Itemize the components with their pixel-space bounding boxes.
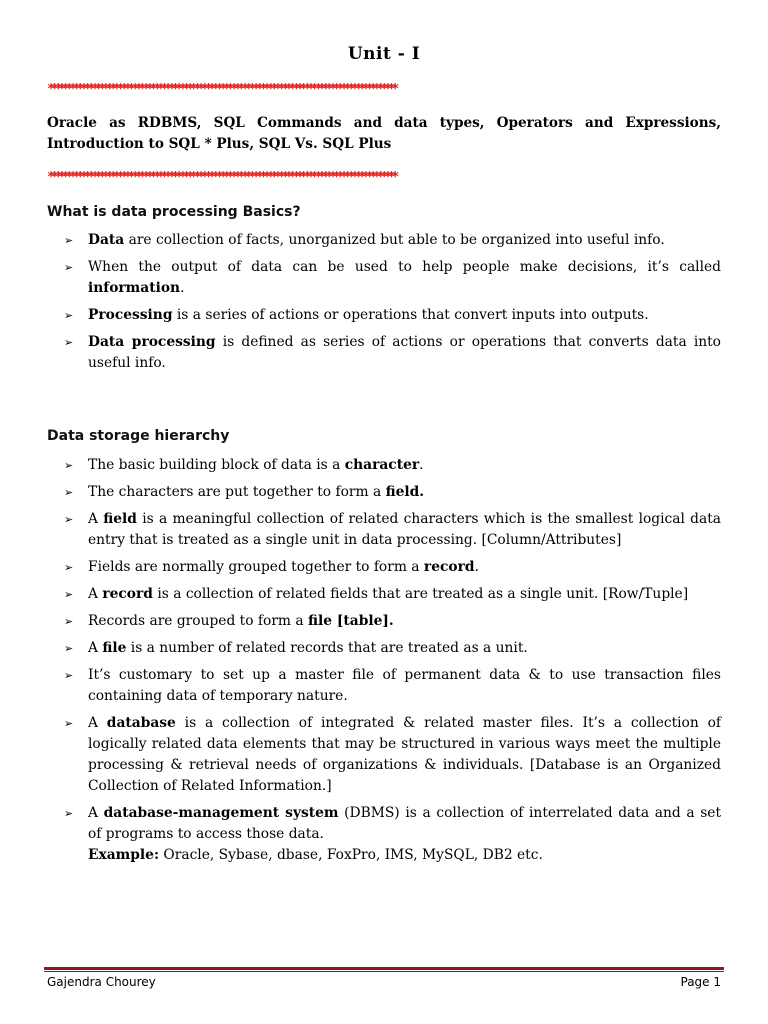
section-heading-data-processing: What is data processing Basics? [47,204,301,220]
item-text: is defined as series of actions or operations that converts data into useful info. [88,334,721,371]
item-text: are collection of facts, unorganized but able to be organized into useful info. [124,232,665,248]
list-item [64,305,721,326]
arrow-bullet-icon: ➢ [64,234,74,247]
arrow-bullet-icon: ➢ [64,336,74,349]
arrow-bullet-icon: ➢ [64,486,74,499]
list-item [64,638,721,659]
list-item [64,482,721,503]
star-divider-bottom: *********************************************************************************************** [47,170,395,185]
list-item [64,584,721,605]
arrow-bullet-icon: ➢ [64,807,74,820]
bold-term: database-management system [103,805,339,821]
item-text: The characters are put together to form a [88,484,386,500]
list-item [64,455,721,476]
item-text: A [88,586,103,602]
item-text: . [419,457,424,473]
item-text: . [180,280,185,296]
item-text: is a meaningful collection of related characters which is the smallest logical data entry that is treated as a single unit in data processing. [Column/Attributes] [88,511,721,548]
bullet-list-storage-hierarchy [64,455,721,872]
footer-rule-thin [44,971,724,972]
list-item [64,611,721,632]
item-text: is a series of actions or operations that convert inputs into outputs. [172,307,649,323]
bold-term: database [106,715,176,731]
section-heading-storage-hierarchy: Data storage hierarchy [47,428,230,444]
arrow-bullet-icon: ➢ [64,309,74,322]
item-text: When the output of data can be used to help people make decisions, it’s called [88,259,721,275]
bold-term: Data [88,232,125,248]
page-title: Unit - I [347,44,421,64]
bold-term: field [103,511,137,527]
list-item [64,230,721,251]
arrow-bullet-icon: ➢ [64,561,74,574]
example-text: Oracle, Sybase, dbase, FoxPro, IMS, MySQL, DB2 etc. [159,847,543,863]
item-text: Records are grouped to form a [88,613,309,629]
item-text: is a collection of integrated & related master files. It’s a collection of logically related data elements that may be structured in various ways meet the multiple processing & retrieval needs of organizations & individuals. [Database is an Organized Collection of Related Information.] [88,715,721,794]
list-item [64,803,721,866]
bold-term: file [102,640,127,656]
footer-rule [44,967,724,970]
bold-term: character [344,457,420,473]
arrow-bullet-icon: ➢ [64,513,74,526]
item-text: is a collection of related fields that are treated as a single unit. [Row/Tuple] [152,586,689,602]
item-text: A [88,715,107,731]
footer-author: Gajendra Chourey [47,975,156,989]
item-text: A [88,805,104,821]
item-text: Fields are normally grouped together to form a [88,559,424,575]
arrow-bullet-icon: ➢ [64,459,74,472]
example-label: Example: [88,847,160,863]
list-item [64,509,721,551]
bold-term: Data processing [88,334,216,350]
list-item [64,713,721,797]
arrow-bullet-icon: ➢ [64,261,74,274]
star-divider-top: *********************************************************************************************** [47,82,395,97]
bullet-list-data-processing [64,230,721,380]
unit-topics: Oracle as RDBMS, SQL Commands and data types, Operators and Expressions, Introduction to SQL * Plus, SQL Vs. SQL Plus [47,115,721,152]
arrow-bullet-icon: ➢ [64,669,74,682]
item-text: A [88,640,103,656]
arrow-bullet-icon: ➢ [64,615,74,628]
list-item [64,257,721,299]
arrow-bullet-icon: ➢ [64,642,74,655]
arrow-bullet-icon: ➢ [64,717,74,730]
arrow-bullet-icon: ➢ [64,588,74,601]
item-text: The basic building block of data is a [88,457,345,473]
list-item [64,557,721,578]
item-text: It’s customary to set up a master file of permanent data & to use transaction files containing data of temporary nature. [88,667,721,704]
bold-term: file [table]. [308,613,394,629]
footer-page-number: Page 1 [680,975,721,989]
item-text: is a number of related records that are treated as a unit. [126,640,528,656]
bold-term: record [423,559,475,575]
list-item [64,665,721,707]
item-text: . [474,559,479,575]
bold-term: field. [385,484,425,500]
bold-term: information [88,280,181,296]
list-item [64,332,721,374]
bold-term: record [102,586,153,602]
item-text: (DBMS) is a collection of interrelated data and a set of programs to access those data. [88,805,721,842]
bold-term: Processing [88,307,173,323]
item-text: A [88,511,104,527]
